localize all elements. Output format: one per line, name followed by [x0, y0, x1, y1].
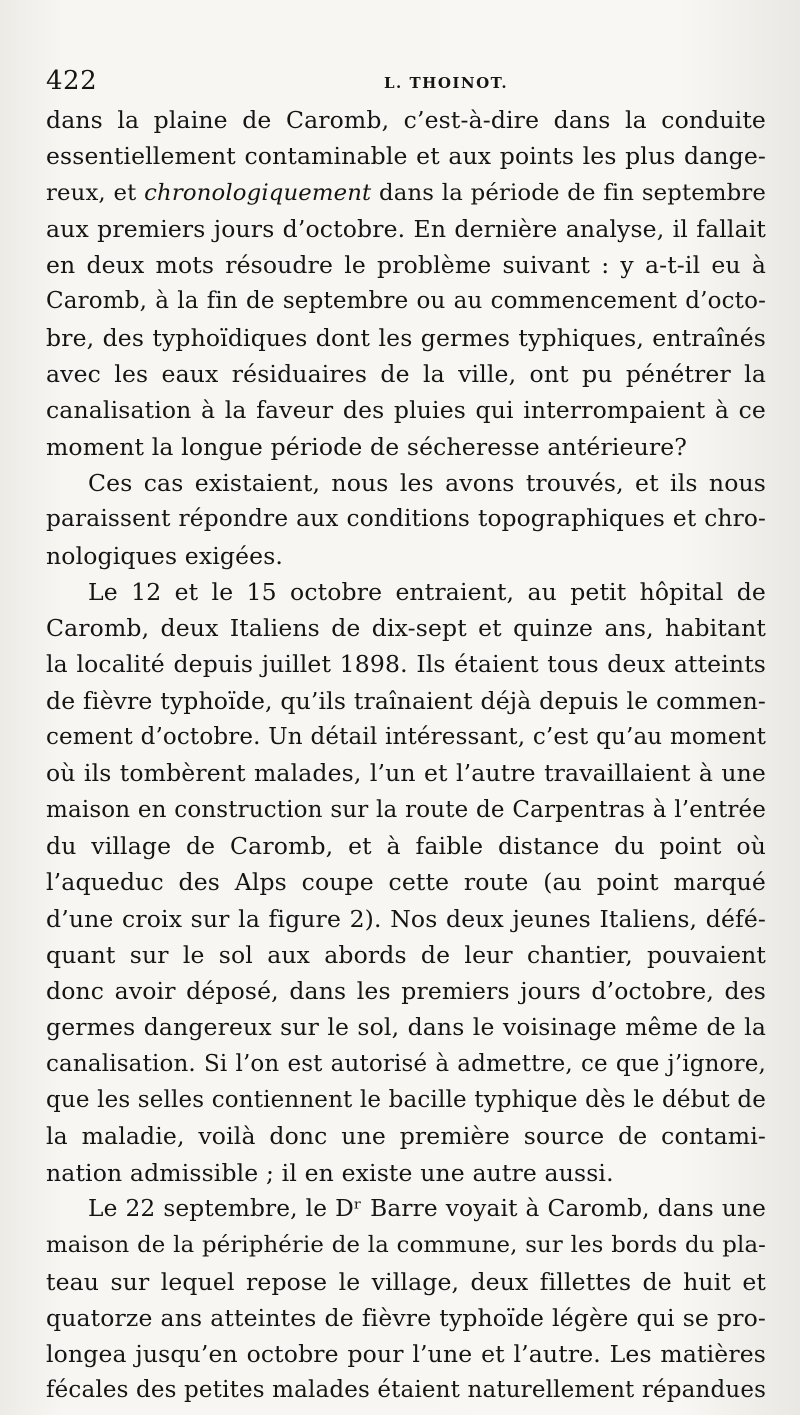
emphasis: chronologiquement: [144, 179, 372, 206]
text-line: fécales des petites malades étaient naturellement répandues: [46, 1377, 767, 1404]
text-line: dans la plaine de Caromb, c’est-à-dire dans la conduite: [46, 106, 766, 134]
running-head: L. THOINOT.: [384, 74, 509, 92]
text-line: d’une croix sur la figure 2). Nos deux jeunes Italiens, défé-: [46, 904, 766, 933]
text-line: aux premiers jours d’octobre. En dernière analyse, il fallait: [46, 214, 766, 243]
text-line: l’aqueduc des Alps coupe cette route (au point marqué: [46, 868, 766, 897]
text-line: moment la longue période de sécheresse antérieure?: [46, 432, 688, 461]
text-line: maison en construction sur la route de Carpentras à l’entrée: [46, 796, 766, 823]
text-line: reux, et chronologiquement dans la période de fin septembre: [46, 179, 766, 206]
text-line: canalisation à la faveur des pluies qui interrompaient à ce: [46, 396, 766, 425]
text-line: Le 12 et le 15 octobre entraient, au petit hôpital de: [88, 577, 766, 606]
text-line: essentiellement contaminable et aux points les plus dange-: [46, 142, 766, 171]
page-header: [46, 66, 766, 102]
text-line: de fièvre typhoïde, qu’ils traînaient déjà depuis le commen-: [46, 686, 766, 715]
text-line: avec les eaux résiduaires de la ville, ont pu pénétrer la: [46, 360, 766, 389]
text-line: nation admissible ; il en existe une autre aussi.: [46, 1158, 614, 1187]
text-line: canalisation. Si l’on est autorisé à admettre, ce que j’ignore,: [46, 1050, 766, 1077]
text-line: bre, des typhoïdiques dont les germes typhiques, entraînés: [46, 323, 766, 352]
text-line: donc avoir déposé, dans les premiers jours d’octobre, des: [46, 977, 766, 1006]
text-line: cement d’octobre. Un détail intéressant, c’est qu’au moment: [46, 724, 766, 751]
text-line: en deux mots résoudre le problème suivant : y a-t-il eu à: [46, 251, 766, 280]
page-number: 422: [46, 66, 98, 96]
text-line: germes dangereux sur le sol, dans le voisinage même de la: [46, 1013, 766, 1042]
text-line: teau sur lequel repose le village, deux fillettes de huit et: [46, 1267, 766, 1296]
text-line: maison de la périphérie de la commune, sur les bords du pla-: [46, 1232, 766, 1259]
text-line: longea jusqu’en octobre pour l’une et l’autre. Les matières: [46, 1340, 766, 1369]
text-line: nologiques exigées.: [46, 541, 284, 570]
text-line: où ils tombèrent malades, l’un et l’autre travaillaient à une: [46, 759, 766, 788]
text-line: Caromb, à la fin de septembre ou au commencement d’octo-: [46, 288, 766, 315]
text-line: la localité depuis juillet 1898. Ils étaient tous deux atteints: [46, 650, 766, 679]
text-line: paraissent répondre aux conditions topographiques et chro-: [46, 505, 766, 533]
text-line: Ces cas existaient, nous les avons trouvés, et ils nous: [88, 468, 766, 497]
text-line: Le 22 septembre, le Dʳ Barre voyait à Caromb, dans une: [88, 1194, 766, 1222]
body-text: [46, 102, 766, 1409]
text-line: que les selles contiennent le bacille typhique dès le début de: [46, 1087, 766, 1114]
text-line: la maladie, voilà donc une première source de contami-: [46, 1122, 766, 1151]
text-line: Caromb, deux Italiens de dix-sept et quinze ans, habitant: [46, 614, 766, 643]
text-line: quant sur le sol aux abords de leur chantier, pouvaient: [46, 940, 766, 969]
text-line: quatorze ans atteintes de fièvre typhoïde légère qui se pro-: [46, 1303, 766, 1332]
text-line: du village de Caromb, et à faible distance du point où: [46, 831, 766, 860]
